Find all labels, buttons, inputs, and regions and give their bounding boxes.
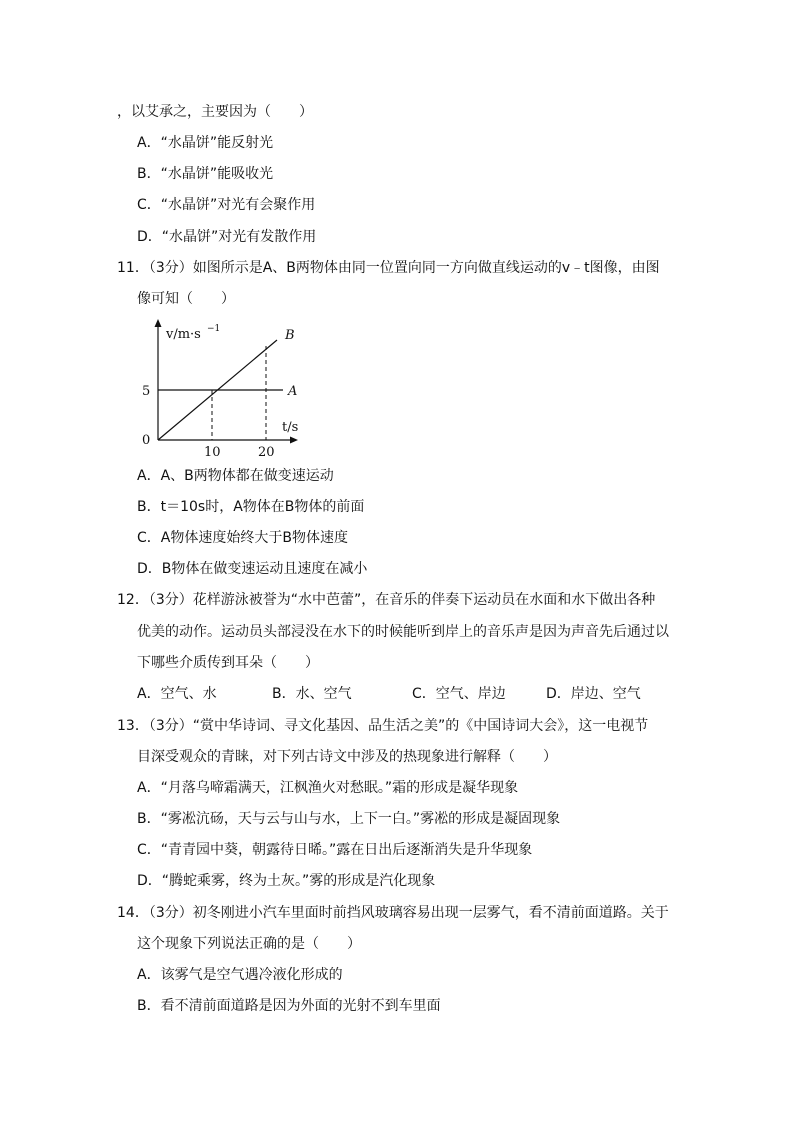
q13-stem-line2: 目深受观众的青睐，对下列古诗文中涉及的热现象进行解释（ ） bbox=[137, 749, 557, 765]
origin-label: 0 bbox=[142, 433, 151, 448]
q12-option-a: A．空气、水 bbox=[137, 686, 217, 702]
y-axis-arrow bbox=[155, 319, 162, 327]
y-axis-label-exponent: −1 bbox=[207, 324, 221, 334]
q12-option-c: C．空气、岸边 bbox=[412, 686, 506, 702]
q11-option-d: D．B物体在做变速运动且速度在减小 bbox=[137, 561, 368, 577]
q12-stem-line1: 12．（3分）花样游泳被誉为“水中芭蕾”，在音乐的伴奏下运动员在水面和水下做出各种 bbox=[117, 592, 656, 608]
q10-option-c: C．“水晶饼”对光有会聚作用 bbox=[137, 197, 316, 213]
label-b: B bbox=[285, 328, 295, 343]
q13-option-b: B．“雾凇沆砀，天与云与山与水，上下一白。”雾凇的形成是凝固现象 bbox=[137, 811, 561, 827]
label-a: A bbox=[288, 384, 298, 399]
x-axis-arrow bbox=[290, 437, 298, 444]
vt-graph bbox=[137, 316, 312, 461]
q11-option-b: B．t＝10s时，A物体在B物体的前面 bbox=[137, 499, 365, 515]
q12-stem-line2: 优美的动作。运动员头部浸没在水下的时候能听到岸上的音乐声是因为声音先后通过以 bbox=[137, 624, 669, 640]
x-axis-label: t/s bbox=[282, 420, 299, 435]
q12-option-d: D．岸边、空气 bbox=[546, 686, 641, 702]
q12-options-row bbox=[137, 684, 657, 704]
x-tick-20: 20 bbox=[258, 445, 275, 460]
q13-option-d: D．“腾蛇乘雾，终为土灰。”雾的形成是汽化现象 bbox=[137, 873, 436, 889]
q10-option-b: B．“水晶饼”能吸收光 bbox=[137, 166, 274, 182]
q14-option-a: A．该雾气是空气遇冷液化形成的 bbox=[137, 967, 343, 983]
q13-stem-line1: 13．（3分）“赏中华诗词、寻文化基因、品生活之美”的《中国诗词大会》，这一电视节 bbox=[117, 718, 649, 734]
q14-stem-line2: 这个现象下列说法正确的是（ ） bbox=[137, 936, 361, 952]
q11-option-a: A．A、B两物体都在做变速运动 bbox=[137, 468, 334, 484]
q11-stem-line1: 11．（3分）如图所示是A、B两物体由同一位置向同一方向做直线运动的v﹣t图像，由图 bbox=[117, 260, 660, 276]
y-axis-label: v/m·s bbox=[166, 327, 201, 342]
x-tick-10: 10 bbox=[204, 445, 221, 460]
q12-stem-line3: 下哪些介质传到耳朵（ ） bbox=[137, 655, 319, 671]
q13-option-c: C．“青青园中葵，朝露待日晞。”露在日出后逐渐消失是升华现象 bbox=[137, 842, 533, 858]
q10-option-a: A．“水晶饼”能反射光 bbox=[137, 135, 274, 151]
q14-stem-line1: 14．（3分）初冬刚进小汽车里面时前挡风玻璃容易出现一层雾气，看不清前面道路。关于 bbox=[117, 905, 669, 921]
q14-option-b: B．看不清前面道路是因为外面的光射不到车里面 bbox=[137, 998, 441, 1014]
q11-option-c: C．A物体速度始终大于B物体速度 bbox=[137, 530, 348, 546]
q11-stem-line2: 像可知（ ） bbox=[137, 291, 235, 307]
q12-option-b: B．水、空气 bbox=[272, 686, 352, 702]
q10-option-d: D．“水晶饼”对光有发散作用 bbox=[137, 229, 317, 245]
q13-option-a: A．“月落乌啼霜满天，江枫渔火对愁眠。”霜的形成是凝华现象 bbox=[137, 780, 519, 796]
q10-stem-tail: ，以艾承之，主要因为（ ） bbox=[117, 104, 313, 120]
y-tick-5: 5 bbox=[142, 384, 151, 399]
